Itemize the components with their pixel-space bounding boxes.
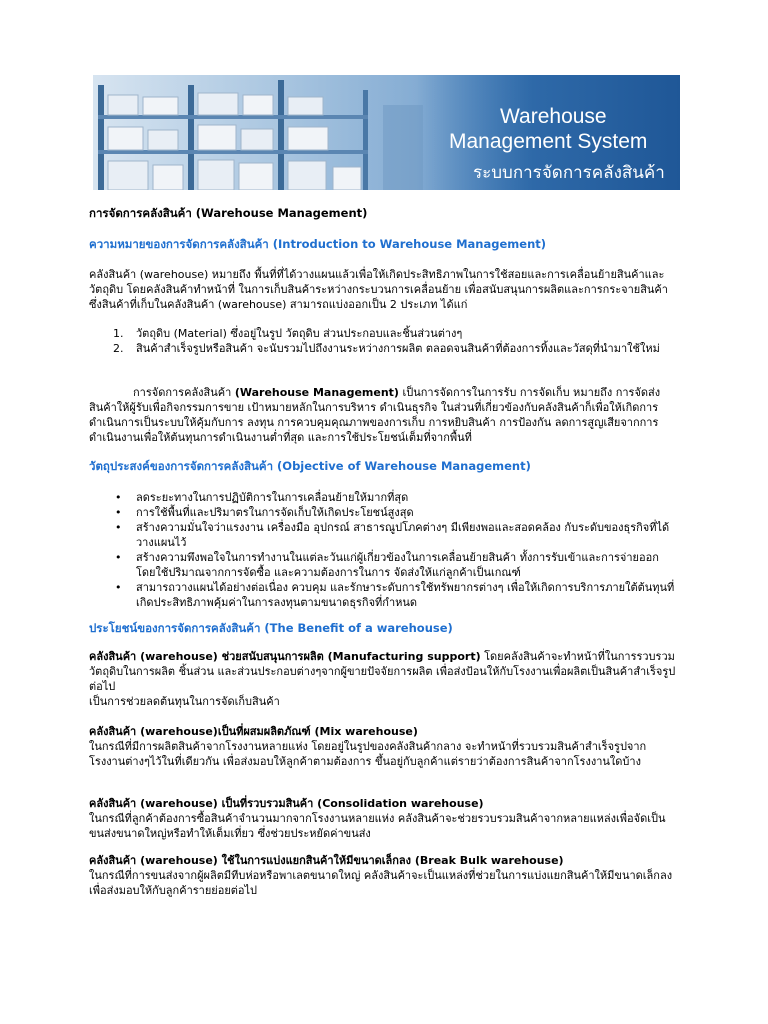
list-item-text: สร้างความมั่นใจว่าแรงงาน เครื่องมือ อุปกรณ์ สาธารณูปโภคต่างๆ มีเพียงพอและสอดคล้อง กับระดับของธุรกิจที่ได้วางแผนไว้ (136, 521, 670, 549)
management-text (89, 385, 679, 445)
bullet-icon: • (115, 491, 122, 504)
intro-text: คลังสินค้า (warehouse) หมายถึง พื้นที่ที่ได้วางแผนแล้วเพื่อให้เกิดประสิทธิภาพในการใช้สอยและการเคลื่อนย้ายสินค้าและวัตถุดิบ โดยคลังสินค้าทำหน้าที่ ในการเก็บสินค้าระหว่างกระบวนการเคลื่อนย้าย เพื่อสนับสนุนการผลิตและการกระจายสินค้า ซึ่งสินค้าที่เก็บในคลังสินค้า (warehouse) สามารถแบ่งออกเป็น 2 ประเภท ได้แก่ (89, 268, 668, 311)
heading-introduction: ความหมายของการจัดการคลังสินค้า (Introduction to Warehouse Management) (89, 237, 547, 251)
benefit-mix-warehouse (89, 724, 679, 769)
benefit-4-lead: คลังสินค้า (warehouse) ใช้ในการแบ่งแยกสินค้าให้มีขนาดเล็กลง (Break Bulk warehouse) (89, 854, 564, 867)
benefit-4-body: ในกรณีที่การขนส่งจากผู้ผลิตมีทีบห่อหรือพาเลตขนาดใหญ่ คลังสินค้าจะเป็นแหล่งที่ช่วยในการแบ่งแยกสินค้าให้มีขนาดเล็กลงเพื่อส่งมอบให้กับลูกค้ารายย่อยต่อไป (89, 869, 673, 897)
banner-image (93, 75, 680, 190)
list-item-text: สามารถวางแผนได้อย่างต่อเนื่อง ควบคุม และรักษาระดับการใช้ทรัพยากรต่างๆ เพื่อให้เกิดการบริการภายใต้ต้นทุนที่เกิดประสิทธิภาพคุ้มค่าในการลงทุนตามขนาดธุรกิจที่กำหนด (136, 581, 675, 609)
bullet-icon: • (115, 581, 122, 594)
benefit-1-line2: เป็นการช่วยลดต้นทุนในการจัดเก็บสินค้า (89, 695, 280, 708)
list-number: 1. (113, 327, 124, 340)
heading-benefit: ประโยชน์ของการจัดการคลังสินค้า (The Benefit of a warehouse) (89, 621, 453, 635)
list-item (113, 505, 679, 520)
list-item-text: สร้างความพึงพอใจในการทำงานในแต่ละวันแก่ผู้เกี่ยวข้องในการเคลื่อนย้ายสินค้า ทั้งการรับเข้าและการจ่ายออก โดยใช้ปริมาณจากการจัดซื้อ และความต้องการในการ จัดส่งให้แก่ลูกค้าเป็นเกณฑ์ (136, 551, 659, 579)
storage-types-list (113, 326, 679, 356)
benefit-2-body: ในกรณีที่มีการผลิตสินค้าจากโรงงานหลายแห่ง โดยอยู่ในรูปของคลังสินค้ากลาง จะทำหน้าที่รวบรวมสินค้าสำเร็จรูปจากโรงงานต่างๆไว้ในที่เดียวกัน เพื่อส่งมอบให้ลูกค้าตามต้องการ ขึ้นอยู่กับลูกค้าแต่รายว่าต้องการสินค้าจากโรงงานใดบ้าง (89, 740, 647, 768)
list-item (113, 520, 679, 550)
benefit-3-lead: คลังสินค้า (warehouse) เป็นที่รวบรวมสินค้า (Consolidation warehouse) (89, 797, 484, 810)
heading-main: การจัดการคลังสินค้า (Warehouse Management) (89, 206, 368, 220)
management-text-bold: (Warehouse Management) (234, 386, 399, 399)
intro-paragraph (89, 267, 679, 312)
banner-title-line2: Management System (449, 130, 648, 153)
list-item (113, 550, 679, 580)
benefit-manufacturing-support (89, 649, 679, 709)
banner-title-thai: ระบบการจัดการคลังสินค้า (473, 163, 665, 182)
list-item-text: การใช้พื้นที่และปริมาตรในการจัดเก็บให้เกิดประโยชน์สูงสุด (136, 506, 414, 519)
benefit-1-lead: คลังสินค้า (warehouse) ช่วยสนับสนุนการผลิต (Manufacturing support) (89, 650, 481, 663)
list-number: 2. (113, 342, 124, 355)
list-item (113, 326, 679, 341)
management-paragraph (89, 385, 679, 445)
banner-title-line1: Warehouse (500, 105, 607, 128)
management-text-post: เป็นการจัดการในการรับ การจัดเก็บ หมายถึง การจัดส่งสินค้าให้ผู้รับเพื่อกิจกรรมการขาย เป้าหมายหลักในการบริหาร ดำเนินธุรกิจ ในส่วนที่เกี่ยวข้องกับคลังสินค้าก็เพื่อให้เกิดการดำเนินการเป็นระบบให้คุ้มกับการ ลงทุน การควบคุมคุณภาพของการเก็บ การหยิบสินค้า การป้องกัน ลดการสูญเสียจากการ ดำเนินงานเพื่อให้ต้นทุนการดำเนินงานต่ำที่สุด และการใช้ประโยชน์เต็มที่จากพื้นที่ (89, 386, 661, 444)
list-item-text: ลดระยะทางในการปฏิบัติการในการเคลื่อนย้ายให้มากที่สุด (136, 491, 409, 504)
objectives-list (113, 490, 679, 610)
management-text-pre: การจัดการคลังสินค้า (133, 386, 235, 399)
benefit-1-body: โดยคลังสินค้าจะทำหน้าที่ในการรวบรวมวัตถุดิบในการผลิต ชิ้นส่วน และส่วนประกอบต่างๆจากผู้ขายปัจจัยการผลิต เพื่อส่งป้อนให้กับโรงงานเพื่อผลิตเป็นสินค้าสำเร็จรูปต่อไป (89, 650, 676, 693)
benefit-2-lead: คลังสินค้า (warehouse)เป็นที่ผสมผลิตภัณฑ์ (Mix warehouse) (89, 725, 418, 738)
list-item (113, 341, 679, 356)
benefit-1-text (89, 649, 679, 694)
list-item-text: สินค้าสำเร็จรูปหรือสินค้า จะนับรวมไปถึงงานระหว่างการผลิต ตลอดจนสินค้าที่ต้องการทิ้งและวัสดุที่นำมาใช้ใหม่ (136, 342, 660, 355)
bullet-icon: • (115, 521, 122, 534)
list-item (113, 490, 679, 505)
bullet-icon: • (115, 551, 122, 564)
bullet-icon: • (115, 506, 122, 519)
heading-objective: วัตถุประสงค์ของการจัดการคลังสินค้า (Objective of Warehouse Management) (89, 459, 531, 473)
list-item-text: วัตถุดิบ (Material) ซึ่งอยู่ในรูป วัตถุดิบ ส่วนประกอบและชิ้นส่วนต่างๆ (136, 327, 463, 340)
benefit-3-body: ในกรณีที่ลูกค้าต้องการซื้อสินค้าจำนวนมากจากโรงงานหลายแห่ง คลังสินค้าจะช่วยรวบรวมสินค้าจากหลายแหล่งเพื่อจัดเป็นขนส่งขนาดใหญ่หรือทำให้เต็มเที่ยว ซึ่งช่วยประหยัดค่าขนส่ง (89, 812, 666, 840)
benefit-break-bulk-warehouse (89, 853, 679, 898)
list-item (113, 580, 679, 610)
benefit-consolidation-warehouse (89, 796, 679, 841)
